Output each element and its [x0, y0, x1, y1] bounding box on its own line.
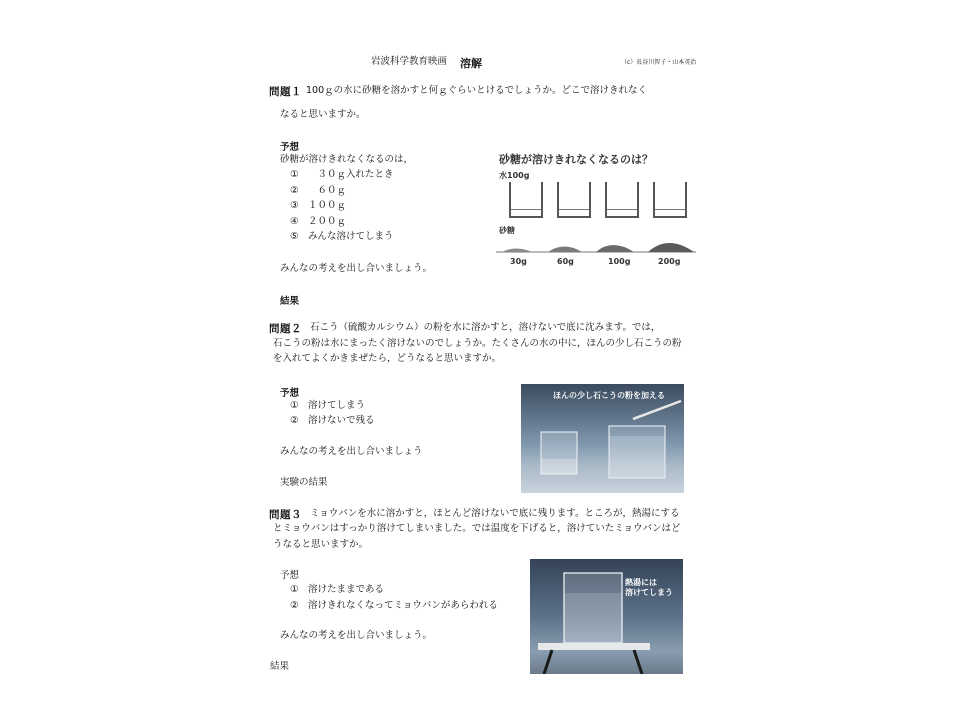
amount-60g: 60g	[557, 257, 574, 266]
q3-photo-caption-line2: 溶けてしまう	[625, 588, 673, 597]
tripod-leg-right	[634, 650, 642, 674]
q3-option-1: ① 溶けたままである	[290, 584, 385, 595]
q1-prediction-intro: 砂糖が溶けきれなくなるのは，	[280, 154, 414, 165]
q1-option-1: ① ３０ｇ入れたとき	[290, 169, 394, 180]
q1-figure-title: 砂糖が溶けきれなくなるのは？	[499, 153, 653, 166]
q2-text-line3: を入れてよくかきまぜたら，どうなると思いますか。	[273, 353, 502, 364]
q3-text-line3: うなると思いますか。	[273, 539, 369, 550]
q2-option-2: ② 溶けないで残る	[290, 415, 375, 426]
q3-discuss: みんなの考えを出し合いましょう。	[280, 630, 433, 641]
q2-photo-caption: ほんの少し石こうの粉を加える	[553, 391, 665, 400]
q3-prediction-heading: 予想	[280, 570, 300, 581]
film-title: 溶解	[460, 57, 482, 70]
sugar-pile-100g	[596, 245, 634, 252]
amount-30g: 30g	[510, 257, 527, 266]
q2-prediction-heading: 予想	[280, 388, 300, 399]
q1-option-5: ⑤ みんな溶けてしまう	[290, 231, 394, 242]
q2-option-1: ① 溶けてしまう	[290, 400, 366, 411]
q1-text-line1: 100ｇの水に砂糖を溶かすと何ｇぐらいとけるでしょうか。どこで溶けきれなく	[306, 85, 648, 96]
publisher: 岩波科学教育映画	[371, 56, 448, 67]
q2-text-line2: 石こうの粉は水にまったく溶けないのでしょうか。たくさんの水の中に，ほんの少し石こうの粉	[273, 338, 682, 349]
q1-option-2: ② ６０ｇ	[290, 185, 347, 196]
tripod-leg-left	[544, 650, 552, 674]
q3-text-line2: とミョウバンはすっかり溶けてしまいました。では温度を下げると，溶けていたミョウバンはど	[273, 523, 681, 534]
water-label: 水100g	[499, 171, 530, 180]
amount-200g: 200g	[658, 257, 681, 266]
q2-discuss: みんなの考えを出し合いましょう	[280, 446, 423, 457]
beaker-2	[557, 182, 591, 218]
q1-prediction-heading: 予想	[280, 142, 300, 153]
beaker-1	[509, 182, 543, 218]
sugar-label: 砂糖	[499, 226, 515, 235]
amount-100g: 100g	[608, 257, 631, 266]
q1-label: 問題１	[269, 86, 302, 98]
sugar-pile-30g	[502, 249, 532, 253]
q2-text-line1: 石こう（硫酸カルシウム）の粉を水に溶かすと，溶けないで底に沈みます。では，	[310, 322, 661, 333]
sugar-pile-60g	[548, 247, 582, 253]
q3-photo	[530, 559, 683, 674]
q2-photo-beakers	[521, 384, 684, 493]
q1-discuss: みんなの考えを出し合いましょう。	[280, 263, 433, 274]
q2-label: 問題２	[269, 323, 302, 335]
beaker-3	[605, 182, 639, 218]
q3-text-line1: ミョウバンを水に溶かすと，ほとんど溶けないで底に残ります。ところが，熱湯にする	[310, 508, 680, 519]
sugar-pile-200g	[648, 243, 694, 252]
q2-result: 実験の結果	[280, 477, 328, 488]
q3-photo-beaker	[530, 559, 683, 674]
q1-text-line2: なると思いますか。	[280, 109, 366, 120]
q3-label: 問題３	[269, 509, 302, 521]
beaker-4	[653, 182, 687, 218]
sugar-piles	[496, 236, 696, 254]
q2-photo	[521, 384, 684, 493]
credit: （c）長谷川智子・山本英治	[621, 59, 697, 66]
q1-option-4: ④ ２００ｇ	[290, 216, 347, 227]
q1-result: 結果	[280, 296, 300, 307]
wire-gauze	[538, 643, 650, 650]
q3-photo-caption-line1: 熱湯には	[625, 578, 657, 587]
q3-option-2: ② 溶けきれなくなってミョウバンがあらわれる	[290, 600, 498, 611]
spatula	[633, 401, 681, 419]
q1-option-3: ③ １００ｇ	[290, 200, 347, 211]
q3-result: 結果	[270, 661, 290, 672]
